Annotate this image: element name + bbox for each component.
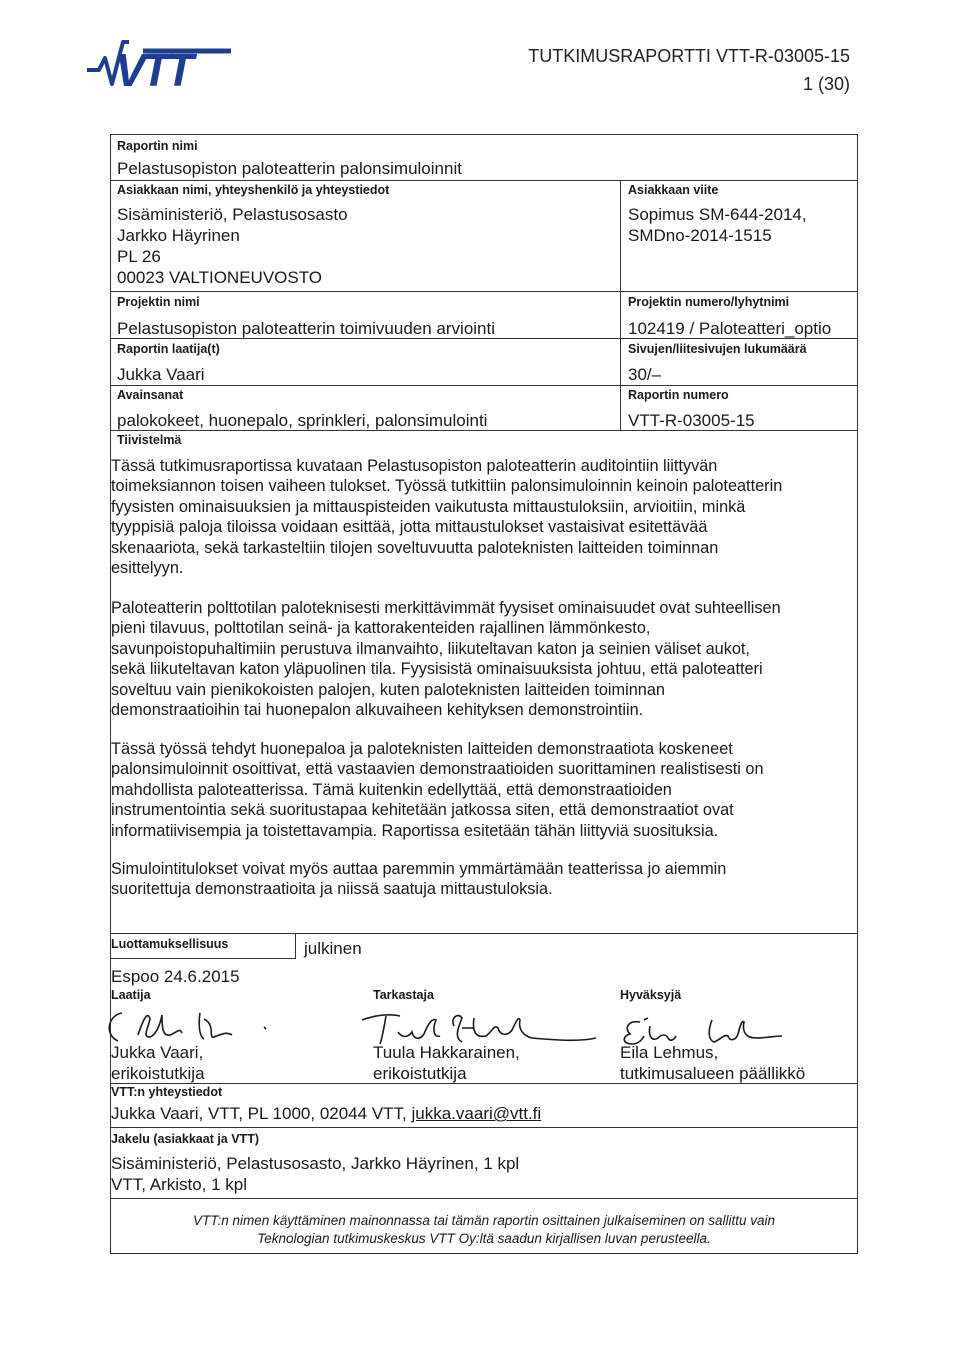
contact-label: VTT:n yhteystiedot <box>111 1085 223 1099</box>
signer-reviewer <box>373 1042 520 1084</box>
rule <box>111 1198 857 1199</box>
signer-role-author: Laatija <box>111 988 151 1002</box>
client-ref-line: Sopimus SM-644-2014, <box>628 205 807 224</box>
footer-note-line: VTT:n nimen käyttäminen mainonnassa tai tämän raportin osittainen julkaiseminen on sallittu vain <box>192 1213 776 1228</box>
summary-paragraph: Tässä työssä tehdyt huonepaloa ja paloteknisten laitteiden demonstraatiota koskeneet palonsimuloinnit osoittivat, että vastaavien demonstraatioiden suorittaminen realistisesti on mahdollista paloteatterissa. Tämä kuitenkin edellyttää, että demonstraatioiden instrumentointia sekä suoritustapaa kehitetään jatkossa siten, että demonstraatiot ovat informatiivisempia ja toistettavampia. Raportissa esitetään tähän liittyviä suosituksia. <box>111 740 764 840</box>
summary-paragraph: Simulointitulokset voivat myös auttaa paremmin ymmärtämään teatterissa jo aiemmin suoritettuja demonstraatioita ja niissä saatuja mittaustuloksia. <box>111 860 727 899</box>
page-number: 1 (30) <box>802 74 850 94</box>
distribution-line: Sisäministeriö, Pelastusosasto, Jarkko Häyrinen, 1 kpl <box>111 1154 520 1173</box>
footer-note <box>112 1212 856 1248</box>
client-ref-line: SMDno-2014-1515 <box>628 226 772 245</box>
project-name-value: Pelastusopiston paloteatterin toimivuuden arviointi <box>117 319 496 338</box>
client-line: Jarkko Häyrinen <box>117 226 240 245</box>
client-line: PL 26 <box>117 247 161 266</box>
authors-value: Jukka Vaari <box>117 365 205 384</box>
contact-text: Jukka Vaari, VTT, PL 1000, 02044 VTT, <box>111 1104 412 1123</box>
distribution-label: Jakelu (asiakkaat ja VTT) <box>111 1132 259 1146</box>
confidentiality-value: julkinen <box>304 939 362 958</box>
signer-title: tutkimusalueen päällikkö <box>620 1064 806 1083</box>
client-ref-value <box>628 204 807 246</box>
summary-paragraph: Paloteatterin polttotilan paloteknisesti merkittävimmät fyysiset ominaisuudet ovat suhteellisen pieni tilavuus, polttotilan seinä- ja kattorakenteiden rajallinen lämmönkesto, savunpoistopuhaltimiin perustuva ilmanvaihto, liikuteltavan katon ja seinien väliset aukot, sekä liikuteltavan katon yläpuolinen tila. Fyysisistä ominaisuuksista johtuu, että paloteatteri soveltuu vain pienikokoisten palojen, kuten paloteknisten laitteiden toiminnan demonstraatioihin tai huonepalon alkuvaiheen kehityksen demonstrointiin. <box>111 599 781 720</box>
vtt-logo <box>85 36 235 96</box>
signer-title: erikoistutkija <box>373 1064 467 1083</box>
contact-email-link[interactable]: jukka.vaari@vtt.fi <box>411 1104 542 1123</box>
client-ref-label: Asiakkaan viite <box>628 183 719 197</box>
signer-name: Tuula Hakkarainen, <box>373 1043 520 1062</box>
project-number-value: 102419 / Paloteatteri_optio <box>628 319 832 338</box>
rule <box>111 291 857 292</box>
contact-line <box>111 1103 541 1124</box>
signer-role-reviewer: Tarkastaja <box>373 988 434 1002</box>
signer-name: Eila Lehmus, <box>620 1043 719 1062</box>
pages-label: Sivujen/liitesivujen lukumäärä <box>628 342 807 356</box>
signer-role-approver: Hyväksyjä <box>620 988 682 1002</box>
rule <box>111 385 857 386</box>
report-number-label: Raportin numero <box>628 388 729 402</box>
client-label: Asiakkaan nimi, yhteyshenkilö ja yhteystiedot <box>117 183 390 197</box>
client-value <box>117 204 348 288</box>
distribution-line: VTT, Arkisto, 1 kpl <box>111 1175 248 1194</box>
keywords-label: Avainsanat <box>117 388 184 402</box>
confidentiality-underline <box>111 958 296 959</box>
place-date: Espoo 24.6.2015 <box>111 967 240 986</box>
rule <box>111 180 857 181</box>
report-id: TUTKIMUSRAPORTTI VTT-R-03005-15 <box>528 46 850 66</box>
signer-title: erikoistutkija <box>111 1064 205 1083</box>
report-number-value: VTT-R-03005-15 <box>628 411 755 430</box>
logo-text: VTT <box>115 44 190 96</box>
confidentiality-label: Luottamuksellisuus <box>111 937 229 951</box>
summary-label: Tiivistelmä <box>117 433 182 447</box>
signer-approver <box>620 1042 805 1084</box>
rule <box>111 933 857 934</box>
report-name-label: Raportin nimi <box>117 139 198 153</box>
pages-value: 30/– <box>628 365 662 384</box>
column-divider <box>620 180 621 430</box>
rule <box>111 1127 857 1128</box>
keywords-value: palokokeet, huonepalo, sprinkleri, palonsimulointi <box>117 411 488 430</box>
client-line: 00023 VALTIONEUVOSTO <box>117 268 323 287</box>
footer-note-line: Teknologian tutkimuskeskus VTT Oy:ltä saadun kirjallisen luvan perusteella. <box>257 1231 711 1246</box>
client-line: Sisäministeriö, Pelastusosasto <box>117 205 348 224</box>
summary-paragraph: Tässä tutkimusraportissa kuvataan Pelastusopiston paloteatterin auditointiin liittyvän toimeksiannon toisen vaiheen tulokset. Työssä tutkittiin palonsimuloinnin keinoin paloteatterin fyysisten ominaisuuksien ja mittauspisteiden vaikutusta mittaustuloksiin, arvioitiin, minkä tyyppisiä paloja tiloissa voidaan esittää, jotta mittaustulokset vastaisivat esitettävää skenaariota, sekä tarkasteltiin tilojen soveltuvuutta paloteknisten laitteiden toiminnan esittelyyn. <box>111 457 783 578</box>
signer-author <box>111 1042 205 1084</box>
signer-name: Jukka Vaari, <box>111 1043 204 1062</box>
authors-label: Raportin laatija(t) <box>117 342 220 356</box>
distribution-list <box>111 1153 519 1195</box>
confidentiality-divider <box>295 933 296 959</box>
report-name-value: Pelastusopiston paloteatterin palonsimuloinnit <box>117 159 462 178</box>
project-number-label: Projektin numero/lyhytnimi <box>628 295 790 309</box>
project-name-label: Projektin nimi <box>117 295 200 309</box>
